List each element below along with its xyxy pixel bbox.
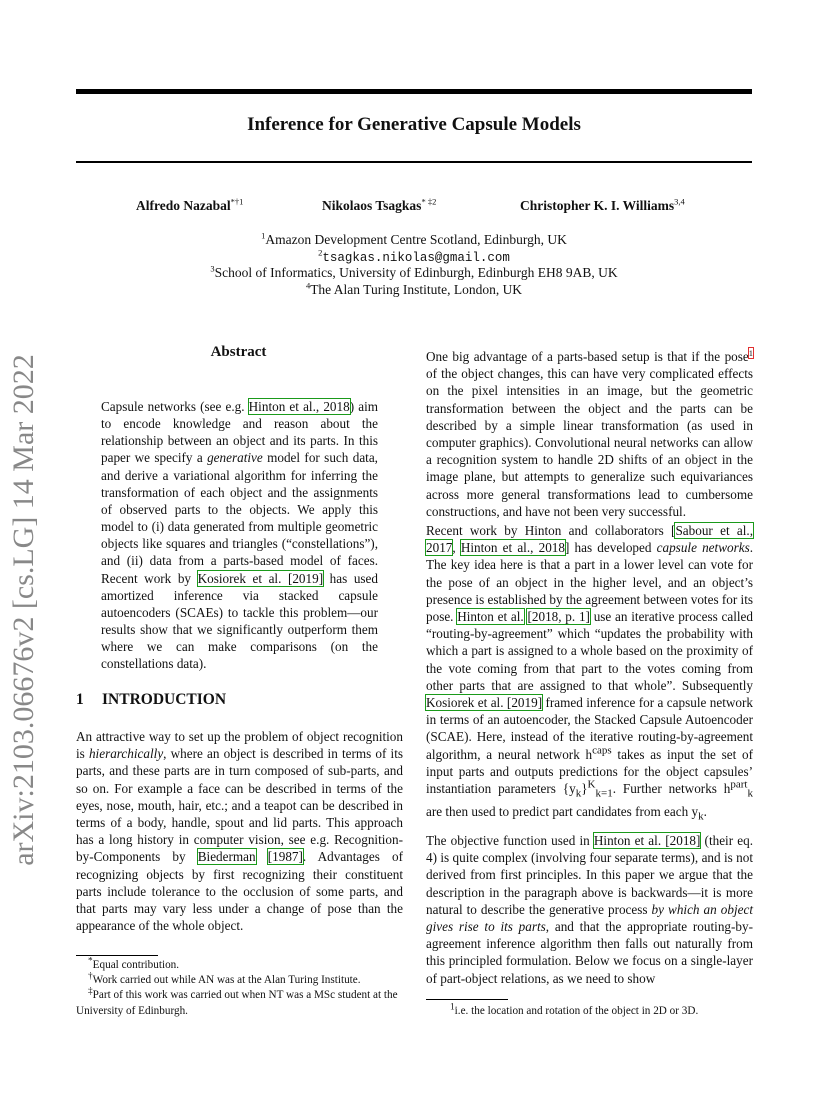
author-2: Nikolaos Tsagkas$^{* \ddagger 2}$: [322, 196, 437, 213]
footnote-link[interactable]: 1: [748, 347, 753, 358]
citation-link[interactable]: Hinton et al., 2018: [460, 540, 565, 556]
right-paragraph-3: The objective function used in Hinton et al. [2018] (their eq. 4) is quite complex (involving four separate terms), and is not derived from first principles. In this paper we argue that the description in the paragraph above is backwards—it is more natural to describe the generative process by which an object gives rise to its parts, and that the appropriate routing-by-agreement inference algorithm then falls out naturally from this principled formulation. Below we focus on a single-layer of part-object relations, as we need to show: [426, 833, 753, 986]
right-paragraph-1: One big advantage of a parts-based setup is that if the pose$^1$ of the object changes, this can have very complicated effects on the pixel intensities in an image, but the geometric transformation between the object and the parts can be described by a simple linear transformation (as used in computer graphics). Convolutional neural networks can allow a recognition system to handle 2D shifts of an object in the image plane, but attempts to generalize such equivariances across more general transformations lead to cumbersome constructions, and have not been very successful.: [426, 347, 753, 519]
citation-link[interactable]: Hinton et al.: [457, 609, 524, 625]
citation-link[interactable]: Biederman: [197, 849, 256, 865]
abstract-heading: Abstract: [210, 344, 267, 360]
footnote-rule: [426, 999, 508, 1000]
affiliation-2: $^2$tsagkas.nikolas@gmail.com: [318, 247, 510, 265]
citation-link[interactable]: [1987]: [267, 849, 303, 865]
title-rule-top: [76, 89, 752, 94]
footnote: *Equal contribution.: [88, 956, 180, 971]
citation-link[interactable]: Sabour et al., 2017: [426, 523, 753, 556]
affiliation-4: $^4$The Alan Turing Institute, London, UK: [305, 280, 523, 297]
right-paragraph-2: Recent work by Hinton and collaborators [Sabour et al., 2017, Hinton et al., 2018] has developed capsule networks. The key idea here is that a part in a lower level can vote for the pose of an object in the higher level, and an object’s presence is established by the agreement between votes for its pose. Hinton et al. [2018, p. 1] use an iterative process called “routing-by-agreement” which “updates the probability with which a part is assigned to a whole based on the proximity of the vote coming from that part to the votes coming from other parts that are assigned to that whole”. Subsequently Kosiorek et al. [2019] framed inference for a capsule network in terms of an autoencoder, the Stacked Capsule Autoencoder (SCAE). Here, instead of the iterative routing-by-agreement algorithm, a neural network $h^{caps}$ takes as input the set of input parts and outputs predictions for the object capsules’ instantiation parameters $\{y_k\}^K_{k=1}$. Further networks $h^{part}_k$ are then used to predict part candidates from each $y_k$.: [426, 523, 754, 823]
author-3: Christopher K. I. Williams$^{3,4}$: [520, 196, 685, 213]
citation-link[interactable]: [2018, p. 1]: [527, 609, 590, 625]
author-1: Alfredo Nazabal$^{*\dagger 1}$: [136, 196, 244, 213]
abstract-body: Capsule networks (see e.g. Hinton et al., 2018) aim to encode knowledge and reason about the relationship between an object and its parts. In this paper we specify a generative model for such data, and derive a variational algorithm for inferring the transformation of each object and the assignments of observed parts to the objects. We apply this model to (i) data generated from multiple geometric objects like squares and triangles (“constellations”), and (ii) data from a parts-based model of faces. Recent work by Kosiorek et al. [2019] has used amortized inference via stacked capsule autoencoders (SCAEs) to tackle this problem—our results show that we significantly outperform them where we can make comparisons (on the constellations data).: [101, 399, 379, 672]
section-heading: 1 INTRODUCTION: [76, 691, 227, 708]
arxiv-identifier: arXiv:2103.06676v2 [cs.LG] 14 Mar 2022: [7, 354, 40, 866]
citation-link[interactable]: Kosiorek et al. [2019]: [197, 570, 324, 586]
paper-title: Inference for Generative Capsule Models: [247, 114, 581, 135]
affiliation-3: $^3$School of Informatics, University of Edinburgh, Edinburgh EH8 9AB, UK: [210, 263, 618, 280]
citation-link[interactable]: Kosiorek et al. [2019]: [426, 695, 543, 711]
intro-paragraph: An attractive way to set up the problem of object recognition is hierarchically, where an object is described in terms of its parts, and these parts are in turn composed of sub-parts, and so on. For example a face can be described in terms of the eyes, nose, mouth, hair, etc.; and a teapot can be described in terms of a body, handle, spout and lid parts. This approach has a long history in computer vision, see e.g. Recognition-by-Components by Biederman [1987]. Advantages of recognizing objects by first recognizing their constituent parts include tolerance to the occlusion of some parts, and that parts may vary less under a change of pose than the appearance of the whole object.: [76, 729, 404, 934]
footnote: †Work carried out while AN was at the Alan Turing Institute.: [88, 971, 361, 987]
citation-link[interactable]: Hinton et al. [2018]: [593, 833, 701, 848]
footnotes-left: [76, 958, 403, 1019]
citation-link[interactable]: Hinton et al., 2018: [248, 399, 350, 414]
affiliation-1: $^1$Amazon Development Centre Scotland, Edinburgh, UK: [261, 230, 567, 247]
title-rule-bottom: [76, 161, 752, 163]
footnote: ‡Part of this work was carried out when NT was a MSc student at the University of Edinburgh.: [76, 986, 398, 1017]
footnote-right: $^1$i.e. the location and rotation of the object in 2D or 3D.: [450, 1002, 699, 1017]
